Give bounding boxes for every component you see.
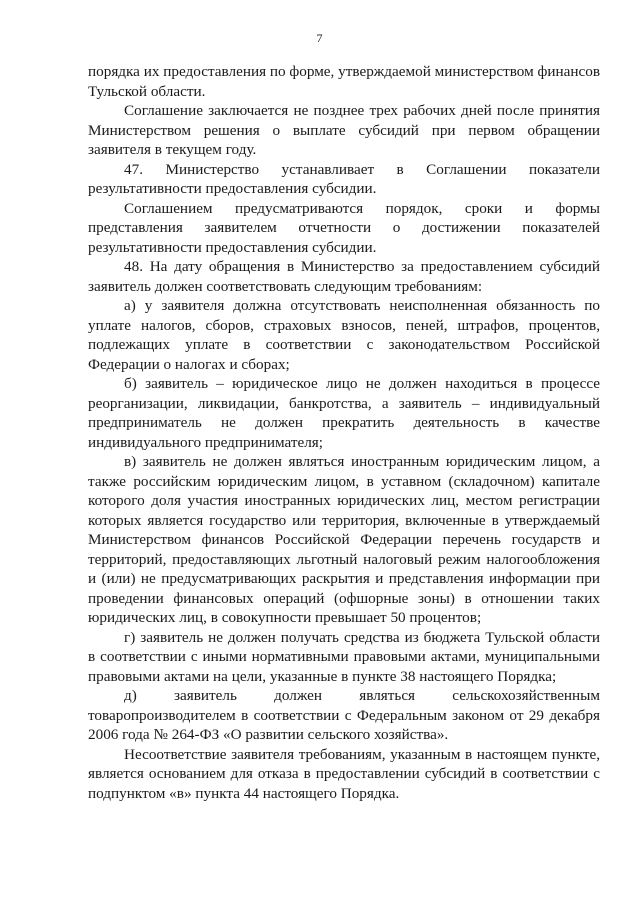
paragraph: Соглашение заключается не позднее трех рабочих дней после принятия Министерством решения о выплате субсидий при первом обращении заявителя в текущем году. [88, 102, 600, 158]
paragraph: порядка их предоставления по форме, утверждаемой министерством финансов Тульской области. [88, 63, 600, 100]
paragraph: д) заявитель должен являться сельскохозяйственным товаропроизводителем в соответствии с Федеральным законом от 29 декабря 2006 года № 264-ФЗ «О развитии сельского хозяйства». [88, 687, 600, 743]
paragraph: а) у заявителя должна отсутствовать неисполненная обязанность по уплате налогов, сборов, страховых взносов, пеней, штрафов, процентов, подлежащих уплате в соответствии с законодательством Российской Федерации о налогах и сборах; [88, 297, 600, 373]
paragraph: Соглашением предусматриваются порядок, сроки и формы представления заявителем отчетности о достижении показателей результативности предоставления субсидии. [88, 199, 600, 256]
paragraph: г) заявитель не должен получать средства из бюджета Тульской области в соответствии с иными нормативными правовыми актами, муниципальными правовыми актами на цели, указанные в пункте 38 настоящего Порядка; [88, 628, 600, 685]
paragraph: в) заявитель не должен являться иностранным юридическим лицом, а также российским юридическим лицом, в уставном (складочном) капитале которого доля участия иностранных юридических лиц, местом регистрации которых является государство или территория, включенные в утверждаемый Министерством финансов Российской Федерации перечень государств и территорий, предоставляющих льготный налоговый режим налогообложения и (или) не предусматривающих раскрытия и представления информации при проведении финансовых операций (офшорные зоны) в отношении таких юридических лиц, в совокупности превышает 50 процентов; [88, 453, 600, 626]
paragraph: 48. На дату обращения в Министерство за предоставлением субсидий заявитель должен соответствовать следующим требованиям: [88, 258, 600, 295]
page-number: 7 [316, 31, 323, 45]
paragraph: 47. Министерство устанавливает в Соглашении показатели результативности предоставления субсидии. [88, 160, 600, 197]
document-body [88, 62, 600, 803]
paragraph: б) заявитель – юридическое лицо не должен находиться в процессе реорганизации, ликвидации, банкротства, а заявитель – индивидуальный предприниматель не должен прекратить деятельность в качестве индивидуального предпринимателя; [88, 375, 600, 451]
paragraph: Несоответствие заявителя требованиям, указанным в настоящем пункте, является основанием для отказа в предоставлении субсидий в соответствии с подпунктом «в» пункта 44 настоящего Порядка. [88, 745, 600, 802]
